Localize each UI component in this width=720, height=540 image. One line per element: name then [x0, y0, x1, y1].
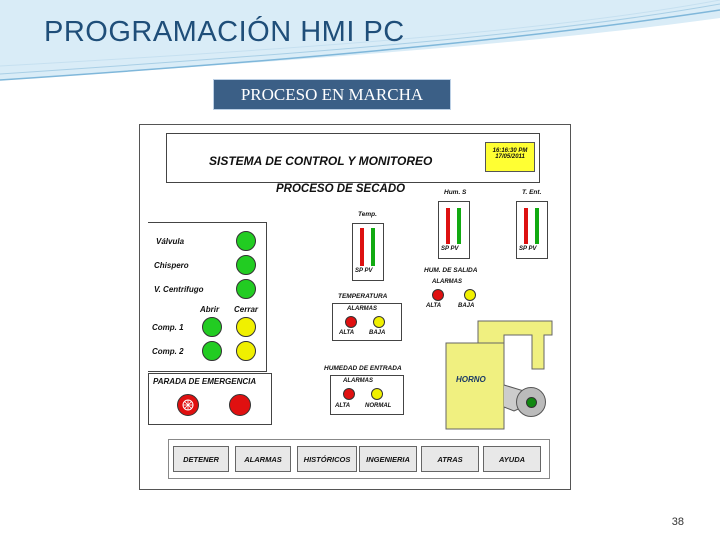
hum-entrada-alarm-panel: [330, 375, 404, 415]
hum-gauge: [438, 201, 470, 259]
tent-sp-bar: [524, 208, 528, 244]
hum-pv-bar: [457, 208, 461, 244]
emergency-label: PARADA DE EMERGENCIA: [153, 377, 257, 386]
hum-sp-bar: [446, 208, 450, 244]
nav-detener-button[interactable]: DETENER: [173, 446, 229, 472]
slide-page-number: 38: [671, 516, 684, 528]
emergency-stop-icon[interactable]: [177, 394, 199, 416]
temp-gauge-label: Temp.: [358, 211, 377, 218]
temp-sp-pv-label: SP PV: [355, 268, 373, 274]
valvula-status-led: [236, 231, 256, 251]
hum-entrada-alarmas: ALARMAS: [343, 378, 373, 384]
tent-gauge: [516, 201, 548, 259]
chispero-status-led: [236, 255, 256, 275]
nav-ingenieria-button[interactable]: INGENIERIA: [359, 446, 417, 472]
hum-sp-pv-label: SP PV: [441, 246, 459, 252]
hum-salida-alta-label: ALTA: [426, 303, 442, 309]
label-comp2: Comp. 2: [152, 347, 184, 356]
hum-entrada-title: HUMEDAD DE ENTRADA: [324, 365, 402, 372]
hum-salida-alta-led: [432, 289, 444, 301]
temperatura-baja-label: BAJA: [369, 330, 386, 336]
slide-title: PROGRAMACIÓN HMI PC: [44, 16, 405, 48]
label-comp1: Comp. 1: [152, 323, 184, 332]
comp1-cerrar-button[interactable]: [236, 317, 256, 337]
comp2-abrir-button[interactable]: [202, 341, 222, 361]
hum-salida-alarmas: ALARMAS: [432, 279, 462, 285]
temperatura-alarm-panel: [332, 303, 402, 341]
clock-display: [485, 142, 535, 172]
temperatura-alarmas: ALARMAS: [347, 306, 377, 312]
motor-status-led: [526, 397, 537, 408]
nav-ayuda-button[interactable]: AYUDA: [483, 446, 541, 472]
nav-alarmas-button[interactable]: ALARMAS: [235, 446, 291, 472]
hum-entrada-normal-label: NORMAL: [365, 403, 392, 409]
comp2-cerrar-button[interactable]: [236, 341, 256, 361]
tent-sp-pv-label: SP PV: [519, 246, 537, 252]
temp-pv-bar: [371, 228, 375, 266]
label-v-centrifugo: V. Centrifugo: [154, 285, 204, 294]
label-valvula: Válvula: [156, 237, 185, 246]
label-chispero: Chispero: [154, 261, 189, 270]
process-title: PROCESO DE SECADO: [276, 183, 406, 195]
hum-entrada-alta-label: ALTA: [335, 403, 351, 409]
hum-salida-title: HUM. DE SALIDA: [424, 267, 478, 274]
hmi-header-title: SISTEMA DE CONTROL Y MONITOREO: [209, 154, 433, 168]
emergency-panel: [148, 373, 272, 425]
clock-date: 17/05/2011: [495, 154, 525, 160]
hmi-header-box: [166, 133, 540, 183]
tent-gauge-label: T. Ent.: [522, 189, 542, 196]
temperatura-alta-led: [345, 316, 357, 328]
hum-gauge-label: Hum. S: [444, 189, 467, 196]
centrifugo-status-led: [236, 279, 256, 299]
nav-historicos-button[interactable]: HISTÓRICOS: [297, 446, 357, 472]
hmi-screen: [139, 124, 571, 490]
nav-atras-button[interactable]: ATRAS: [421, 446, 479, 472]
temperatura-title: TEMPERATURA: [338, 293, 388, 300]
hum-salida-baja-label: BAJA: [458, 303, 475, 309]
subtitle-banner: [213, 79, 451, 110]
temperatura-baja-led: [373, 316, 385, 328]
motor-pulley-icon: [516, 387, 546, 417]
emergency-status-led: [229, 394, 251, 416]
tent-pv-bar: [535, 208, 539, 244]
temperatura-alta-label: ALTA: [339, 330, 355, 336]
hum-salida-baja-led: [464, 289, 476, 301]
hum-entrada-normal-led: [371, 388, 383, 400]
horno-label: HORNO: [456, 375, 486, 384]
temp-gauge: [352, 223, 384, 281]
subtitle-text: PROCESO EN MARCHA: [240, 84, 424, 104]
hum-entrada-alta-led: [343, 388, 355, 400]
clock-time: 16:16:30 PM: [492, 148, 528, 154]
temp-sp-bar: [360, 228, 364, 266]
control-panel: [148, 222, 267, 372]
label-cerrar: Cerrar: [234, 305, 259, 314]
label-abrir: Abrir: [200, 305, 220, 314]
comp1-abrir-button[interactable]: [202, 317, 222, 337]
